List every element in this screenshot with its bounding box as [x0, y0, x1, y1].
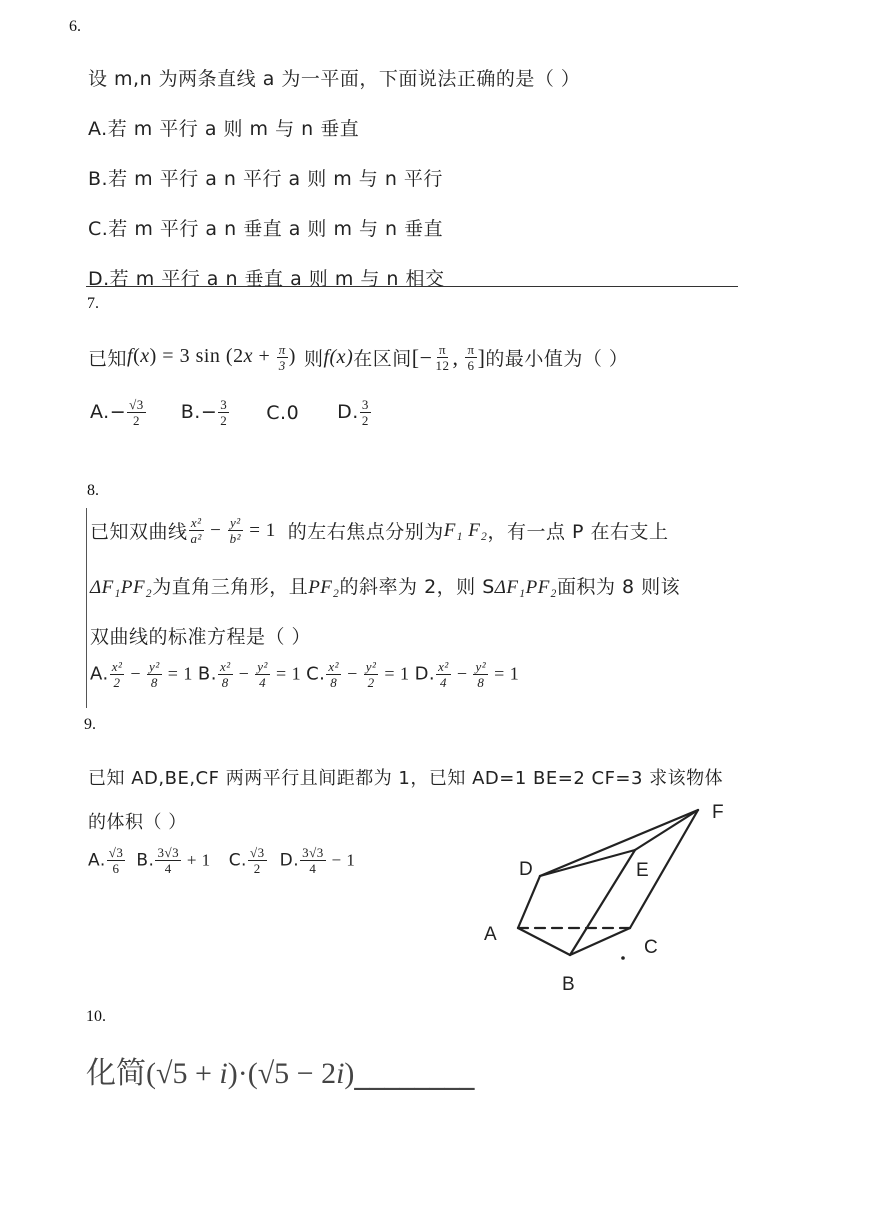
q6-option-b: B.若 m 平行 a n 平行 a 则 m 与 n 平行: [88, 168, 443, 190]
q8-margin-line: [86, 508, 87, 708]
q7-function: f(x) = 3 sin (2x + $\frac{\pi}{3}$ ): [127, 342, 296, 373]
q7-function-ref: f(x): [323, 346, 354, 368]
q10-expression: (√5 + i)·(√5 − 2i): [146, 1057, 355, 1090]
q7-stem-suffix: 的最小值为（ ）: [485, 348, 629, 370]
q10-stem-prefix: 化简: [86, 1056, 146, 1091]
q8-pf2: PF₂: [308, 577, 340, 598]
q6-option-c: C.若 m 平行 a n 垂直 a 则 m 与 n 垂直: [88, 218, 444, 240]
q9-number: 9.: [84, 716, 96, 733]
q8-option-c: C. $\frac{\text{x²}}{8}$ − $\frac{\text{y²}}{2}$ = 1: [306, 659, 415, 690]
q8-triangle: ΔF₁PF₂: [90, 577, 153, 598]
q8-line2-mid: 为直角三角形，且: [152, 576, 309, 598]
q8-line-2: [90, 572, 680, 599]
q8-option-a: A. $\frac{\text{x²}}{2}$ − $\frac{\text{y²}}{8}$ = 1: [90, 659, 198, 690]
q8-line2-suffix: 面积为 8 则该: [556, 576, 681, 598]
edge-ef: [635, 810, 698, 850]
q8-foci: F₁ F₂: [443, 519, 488, 541]
q7-option-c: C.0: [266, 401, 300, 424]
q7-interval-word: 在区间: [353, 348, 412, 370]
q9-stem-line-1: 已知 AD,BE,CF 两两平行且间距都为 1，已知 AD=1 BE=2 CF=3 求该物体: [88, 768, 724, 789]
q7-stem-mid: 则: [303, 348, 324, 370]
q7-stem: [88, 343, 628, 372]
q9-stem-line-2: 的体积（ ）: [88, 812, 187, 833]
label-b: B: [562, 974, 575, 995]
q8-line2-mid2: 的斜率为 2，则 S: [339, 576, 495, 598]
edge-ad: [518, 876, 540, 928]
q6-stem: 设 m,n 为两条直线 a 为一平面，下面说法正确的是（ ）: [88, 68, 581, 90]
label-e: E: [636, 860, 649, 881]
q9-option-a: A. $\frac{√3}{6}$: [88, 845, 124, 876]
q9-option-d: D. $\frac{3√3}{4}$ − 1: [279, 845, 356, 876]
q10-answer-blank[interactable]: ________: [354, 1056, 475, 1091]
q8-number: 8.: [87, 482, 99, 499]
q8-options: [90, 660, 519, 689]
edge-df: [540, 810, 698, 876]
q6-option-a: A.若 m 平行 a 则 m 与 n 垂直: [88, 118, 360, 140]
q7-stem-prefix: 已知: [88, 348, 128, 370]
q7-options: [90, 398, 372, 427]
q9-solid-figure: [470, 790, 750, 1000]
edge-ab: [518, 928, 570, 955]
q8-line1-prefix: 已知双曲线: [90, 521, 188, 543]
q8-hyperbola-equation: $\frac{\text{x²}}{\text{a²}}$ − $\frac{\text{y²}}{\text{b²}}$ = 1: [190, 515, 276, 546]
q7-option-d: D. $\frac{3}{2}$: [337, 397, 369, 428]
q8-option-b: B. $\frac{\text{x²}}{8}$ − $\frac{\text{y²}}{4}$ = 1: [197, 659, 307, 690]
label-f: F: [712, 802, 724, 823]
q8-area-triangle: ΔF₁PF₂: [494, 577, 557, 598]
q7-interval: [− $\frac{\pi}{12}$ , $\frac{\pi}{6}$ ]: [411, 342, 486, 373]
section-divider: [86, 286, 738, 287]
q9-option-b: B. $\frac{3√3}{4}$ + 1: [136, 845, 211, 876]
q8-option-d: D. $\frac{\text{x²}}{4}$ − $\frac{\text{y²}}{8}$ = 1: [414, 659, 520, 690]
q10-stem: [86, 1048, 474, 1092]
q7-option-b: B.− $\frac{3}{2}$: [180, 397, 228, 428]
q7-option-a: A.− $\frac{√3}{2}$: [90, 397, 144, 428]
q9-options: [88, 846, 355, 875]
stray-dot: [621, 956, 625, 960]
q6-number: 6.: [69, 18, 81, 35]
label-a: A: [484, 924, 497, 945]
q10-number: 10.: [86, 1008, 106, 1025]
q8-line-1: [90, 516, 669, 545]
q9-option-c: C. $\frac{√3}{2}$: [228, 845, 265, 876]
q8-line-3: 双曲线的标准方程是（ ）: [90, 626, 312, 648]
label-c: C: [644, 937, 658, 958]
label-d: D: [519, 859, 533, 880]
q6-option-d: D.若 m 平行 a n 垂直 a 则 m 与 n 相交: [88, 268, 445, 290]
q8-line1-mid: 的左右焦点分别为: [287, 521, 444, 543]
q8-line1-suffix: ，有一点 P 在右支上: [487, 521, 669, 543]
q7-number: 7.: [87, 295, 99, 312]
